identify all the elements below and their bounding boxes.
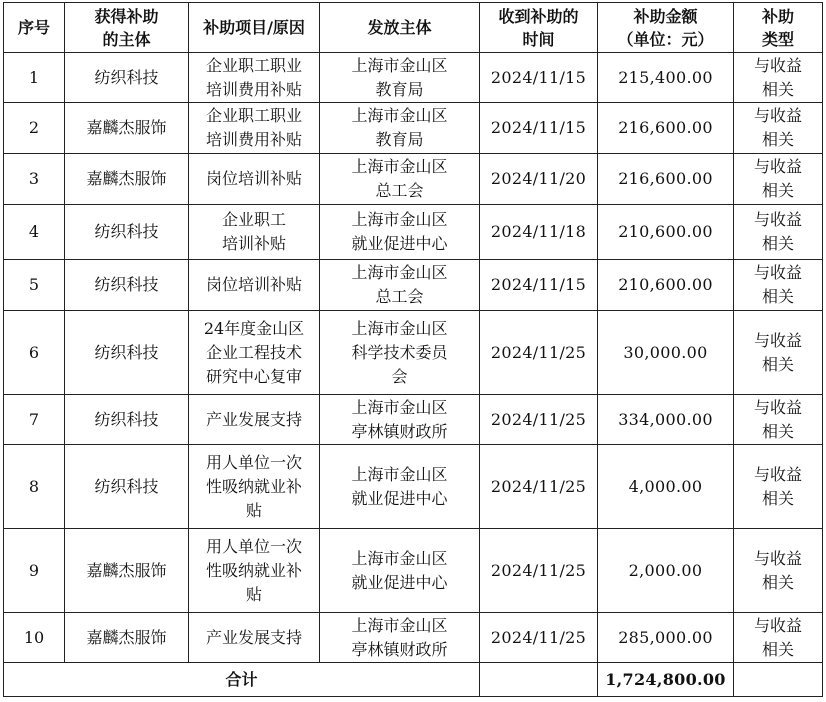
cell-recipient: 纺织科技 <box>65 260 189 311</box>
cell-issuer: 上海市金山区 教育局 <box>320 103 480 154</box>
header-type: 补助 类型 <box>734 3 823 53</box>
cell-date: 2024/11/18 <box>480 205 598 260</box>
cell-type: 与收益 相关 <box>734 613 823 663</box>
table-row <box>4 205 823 260</box>
cell-date: 2024/11/15 <box>480 53 598 103</box>
cell-amount: 216,600.00 <box>598 154 734 205</box>
header-issuer: 发放主体 <box>320 3 480 53</box>
cell-type: 与收益 相关 <box>734 205 823 260</box>
table-row <box>4 529 823 613</box>
total-row <box>4 663 823 697</box>
cell-item: 岗位培训补贴 <box>189 154 320 205</box>
cell-index: 1 <box>4 53 65 103</box>
cell-recipient: 纺织科技 <box>65 53 189 103</box>
cell-item: 产业发展支持 <box>189 613 320 663</box>
header-date: 收到补助的 时间 <box>480 3 598 53</box>
cell-item: 用人单位一次 性吸纳就业补 贴 <box>189 529 320 613</box>
cell-item: 岗位培训补贴 <box>189 260 320 311</box>
cell-recipient: 嘉麟杰服饰 <box>65 613 189 663</box>
header-amount: 补助金额 （单位：元） <box>598 3 734 53</box>
cell-date: 2024/11/15 <box>480 260 598 311</box>
cell-index: 2 <box>4 103 65 154</box>
cell-type: 与收益 相关 <box>734 445 823 529</box>
cell-amount: 215,400.00 <box>598 53 734 103</box>
cell-index: 4 <box>4 205 65 260</box>
cell-index: 6 <box>4 311 65 395</box>
cell-type: 与收益 相关 <box>734 260 823 311</box>
cell-type: 与收益 相关 <box>734 311 823 395</box>
cell-date: 2024/11/25 <box>480 445 598 529</box>
cell-issuer: 上海市金山区 亭林镇财政所 <box>320 613 480 663</box>
cell-index: 5 <box>4 260 65 311</box>
cell-date: 2024/11/20 <box>480 154 598 205</box>
cell-date: 2024/11/25 <box>480 395 598 445</box>
cell-issuer: 上海市金山区 亭林镇财政所 <box>320 395 480 445</box>
cell-recipient: 纺织科技 <box>65 445 189 529</box>
cell-type: 与收益 相关 <box>734 395 823 445</box>
cell-index: 7 <box>4 395 65 445</box>
cell-amount: 210,600.00 <box>598 260 734 311</box>
cell-date: 2024/11/15 <box>480 103 598 154</box>
cell-item: 企业职工职业 培训费用补贴 <box>189 103 320 154</box>
total-empty-type-cell <box>734 663 823 697</box>
cell-issuer: 上海市金山区 总工会 <box>320 154 480 205</box>
table-row <box>4 154 823 205</box>
table-row <box>4 260 823 311</box>
total-label: 合计 <box>4 663 480 697</box>
cell-issuer: 上海市金山区 就业促进中心 <box>320 205 480 260</box>
header-row <box>4 3 823 53</box>
cell-type: 与收益 相关 <box>734 103 823 154</box>
cell-recipient: 嘉麟杰服饰 <box>65 103 189 154</box>
cell-type: 与收益 相关 <box>734 53 823 103</box>
cell-type: 与收益 相关 <box>734 529 823 613</box>
cell-recipient: 纺织科技 <box>65 395 189 445</box>
cell-amount: 334,000.00 <box>598 395 734 445</box>
cell-issuer: 上海市金山区 就业促进中心 <box>320 529 480 613</box>
cell-item: 企业职工职业 培训费用补贴 <box>189 53 320 103</box>
subsidy-table <box>3 2 823 697</box>
header-recipient: 获得补助 的主体 <box>65 3 189 53</box>
cell-issuer: 上海市金山区 科学技术委员 会 <box>320 311 480 395</box>
total-amount: 1,724,800.00 <box>598 663 734 697</box>
cell-amount: 4,000.00 <box>598 445 734 529</box>
cell-index: 9 <box>4 529 65 613</box>
cell-recipient: 嘉麟杰服饰 <box>65 529 189 613</box>
cell-amount: 30,000.00 <box>598 311 734 395</box>
header-index: 序号 <box>4 3 65 53</box>
cell-recipient: 嘉麟杰服饰 <box>65 154 189 205</box>
cell-item: 产业发展支持 <box>189 395 320 445</box>
table-row <box>4 53 823 103</box>
cell-date: 2024/11/25 <box>480 529 598 613</box>
cell-amount: 216,600.00 <box>598 103 734 154</box>
table-row <box>4 103 823 154</box>
cell-amount: 210,600.00 <box>598 205 734 260</box>
cell-item: 用人单位一次 性吸纳就业补 贴 <box>189 445 320 529</box>
cell-date: 2024/11/25 <box>480 311 598 395</box>
cell-recipient: 纺织科技 <box>65 311 189 395</box>
cell-index: 3 <box>4 154 65 205</box>
cell-date: 2024/11/25 <box>480 613 598 663</box>
header-item: 补助项目/原因 <box>189 3 320 53</box>
cell-index: 10 <box>4 613 65 663</box>
cell-issuer: 上海市金山区 就业促进中心 <box>320 445 480 529</box>
cell-item: 企业职工 培训补贴 <box>189 205 320 260</box>
table-row <box>4 445 823 529</box>
table-row <box>4 395 823 445</box>
cell-recipient: 纺织科技 <box>65 205 189 260</box>
cell-issuer: 上海市金山区 教育局 <box>320 53 480 103</box>
table-row <box>4 613 823 663</box>
cell-issuer: 上海市金山区 总工会 <box>320 260 480 311</box>
cell-type: 与收益 相关 <box>734 154 823 205</box>
cell-amount: 285,000.00 <box>598 613 734 663</box>
cell-amount: 2,000.00 <box>598 529 734 613</box>
cell-index: 8 <box>4 445 65 529</box>
table-row <box>4 311 823 395</box>
cell-item: 24年度金山区 企业工程技术 研究中心复审 <box>189 311 320 395</box>
total-empty-cell <box>480 663 598 697</box>
